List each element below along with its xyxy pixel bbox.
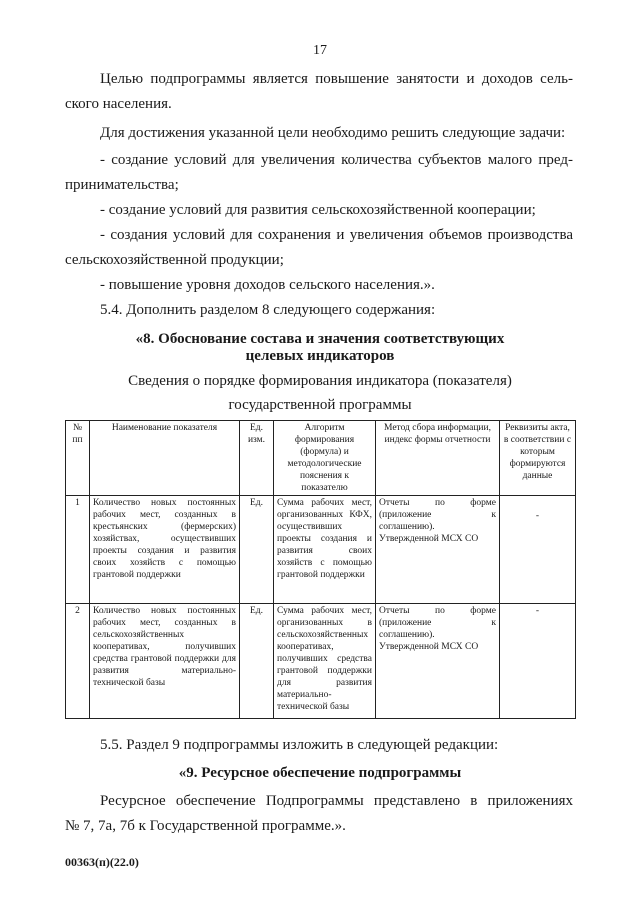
table-caption-line-1: Сведения о порядке формирования индикатора (показателя) (128, 373, 512, 389)
row-method: Отчеты по форме (приложение к соглашению). Утвержденной МСХ СО (376, 496, 500, 604)
row-unit: Ед. (240, 496, 274, 604)
document-code: 00363(п)(22.0) (65, 855, 139, 869)
header-method: Метод сбора информации, индекс формы отчетности (376, 421, 500, 496)
row-unit: Ед. (240, 604, 274, 719)
goal-paragraph-line-2: ского населения. (65, 96, 172, 112)
row-num: 2 (66, 604, 90, 719)
section-8-title-line-2: целевых индикаторов (245, 348, 395, 364)
row-details: - (500, 604, 576, 719)
table-caption-line-2: государственной программы (228, 397, 412, 413)
task-4: - повышение уровня доходов сельского населения.». (100, 277, 435, 293)
item-5-5: 5.5. Раздел 9 подпрограммы изложить в следующей редакции: (100, 737, 499, 753)
row-algorithm: Сумма рабочих мест, организованных в сельскохозяйственных кооперативах, получивших средства грантовой поддержки для развития материально-технической базы (274, 604, 376, 719)
task-2: - создание условий для развития сельскохозяйственной кооперации; (100, 202, 536, 218)
header-num: № пп (66, 421, 90, 496)
header-details: Реквизиты акта, в соответствии с которым формируются данные (500, 421, 576, 496)
row-algorithm: Сумма рабочих мест, организованных КФХ, осуществивших проекты создания и развития своих хозяйств с помощью грантовой поддержки (274, 496, 376, 604)
goal-paragraph-line-1: Целью подпрограммы является повышение занятости и доходов сель- (100, 71, 573, 87)
task-1-line-2: принимательства; (65, 177, 179, 193)
resources-line-1: Ресурсное обеспечение Подпрограммы представлено в приложениях (100, 793, 573, 809)
tasks-intro: Для достижения указанной цели необходимо решить следующие задачи: (100, 125, 566, 141)
section-9-title: «9. Ресурсное обеспечение подпрограммы (178, 765, 462, 781)
row-name: Количество новых постоянных рабочих мест, созданных в сельскохозяйственных кооперативах, получивших средства грантовой поддержки для развития материально-технической базы (90, 604, 240, 719)
row-num: 1 (66, 496, 90, 604)
table-row (66, 604, 576, 719)
row-details: - (500, 496, 576, 604)
table-header-row (66, 421, 576, 496)
header-algorithm: Алгоритм формирования (формула) и методологические пояснения к показателю (274, 421, 376, 496)
section-8-title-line-1: «8. Обоснование состава и значения соответствующих (135, 331, 505, 347)
task-3-line-2: сельскохозяйственной продукции; (65, 252, 284, 268)
header-unit: Ед. изм. (240, 421, 274, 496)
task-3-line-1: - создания условий для сохранения и увеличения объемов производства (100, 227, 573, 243)
header-name: Наименование показателя (90, 421, 240, 496)
page-number: 17 (313, 43, 327, 58)
row-method: Отчеты по форме (приложение к соглашению). Утвержденной МСХ СО (376, 604, 500, 719)
resources-line-2: № 7, 7а, 7б к Государственной программе.». (65, 818, 346, 834)
item-5-4: 5.4. Дополнить разделом 8 следующего содержания: (100, 302, 436, 318)
indicators-table (65, 420, 575, 719)
row-name: Количество новых постоянных рабочих мест, созданных в крестьянских (фермерских) хозяйствах, осуществивших проекты создания и развития своих хозяйств с помощью грантовой поддержки (90, 496, 240, 604)
task-1-line-1: - создание условий для увеличения количества субъектов малого пред- (100, 152, 573, 168)
table-row (66, 496, 576, 604)
